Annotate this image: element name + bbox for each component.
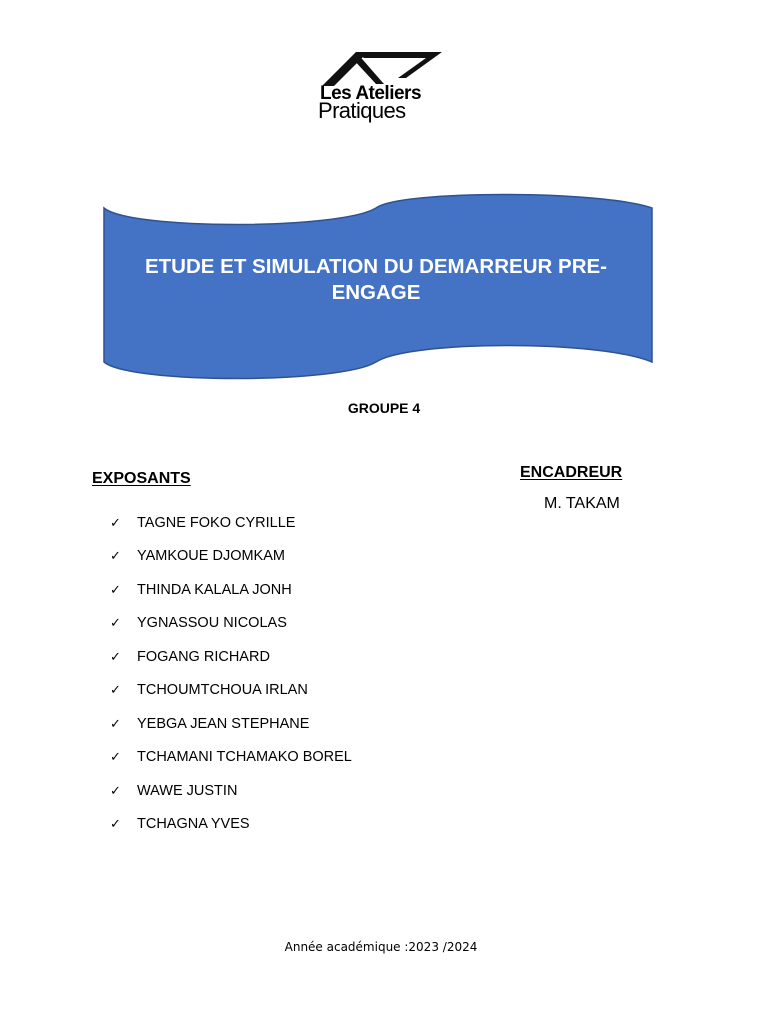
logo-text-line2: Pratiques xyxy=(318,98,406,123)
encadreur-name: M. TAKAM xyxy=(544,495,620,512)
list-item xyxy=(110,808,352,842)
member-name: TCHOUMTCHOUA IRLAN xyxy=(137,682,308,699)
member-name: YGNASSOU NICOLAS xyxy=(137,615,287,632)
member-name: TAGNE FOKO CYRILLE xyxy=(137,514,296,531)
logo-text-line1: Les Ateliers xyxy=(320,83,422,104)
member-name: TCHAGNA YVES xyxy=(137,816,250,833)
list-item xyxy=(110,640,352,674)
check-icon: ✓ xyxy=(110,782,121,798)
group-label: GROUPE 4 xyxy=(347,400,421,416)
list-item xyxy=(110,573,352,607)
check-icon: ✓ xyxy=(110,715,121,731)
check-icon: ✓ xyxy=(110,615,121,631)
list-item xyxy=(110,774,352,808)
member-name: YAMKOUE DJOMKAM xyxy=(137,548,285,565)
encadreur-heading: ENCADREUR xyxy=(520,464,623,481)
members-list xyxy=(110,506,352,841)
check-icon: ✓ xyxy=(110,749,121,765)
list-item xyxy=(110,674,352,708)
member-name: YEBGA JEAN STEPHANE xyxy=(137,715,310,732)
list-item xyxy=(110,506,352,540)
list-item xyxy=(110,540,352,574)
exposants-heading: EXPOSANTS xyxy=(92,470,191,487)
member-name: THINDA KALALA JONH xyxy=(137,581,292,598)
list-item xyxy=(110,607,352,641)
logo xyxy=(318,48,454,128)
check-icon: ✓ xyxy=(110,682,121,698)
member-name: TCHAMANI TCHAMAKO BOREL xyxy=(137,749,352,766)
member-name: WAWE JUSTIN xyxy=(137,782,238,799)
check-icon: ✓ xyxy=(110,548,121,564)
member-name: FOGANG RICHARD xyxy=(137,648,270,665)
check-icon: ✓ xyxy=(110,816,121,832)
list-item xyxy=(110,707,352,741)
check-icon: ✓ xyxy=(110,648,121,664)
list-item xyxy=(110,741,352,775)
check-icon: ✓ xyxy=(110,514,121,530)
document-title: ETUDE ET SIMULATION DU DEMARREUR PRE-ENGAGE xyxy=(144,255,607,304)
academic-year: Année académique :2023 /2024 xyxy=(284,940,478,954)
check-icon: ✓ xyxy=(110,581,121,597)
